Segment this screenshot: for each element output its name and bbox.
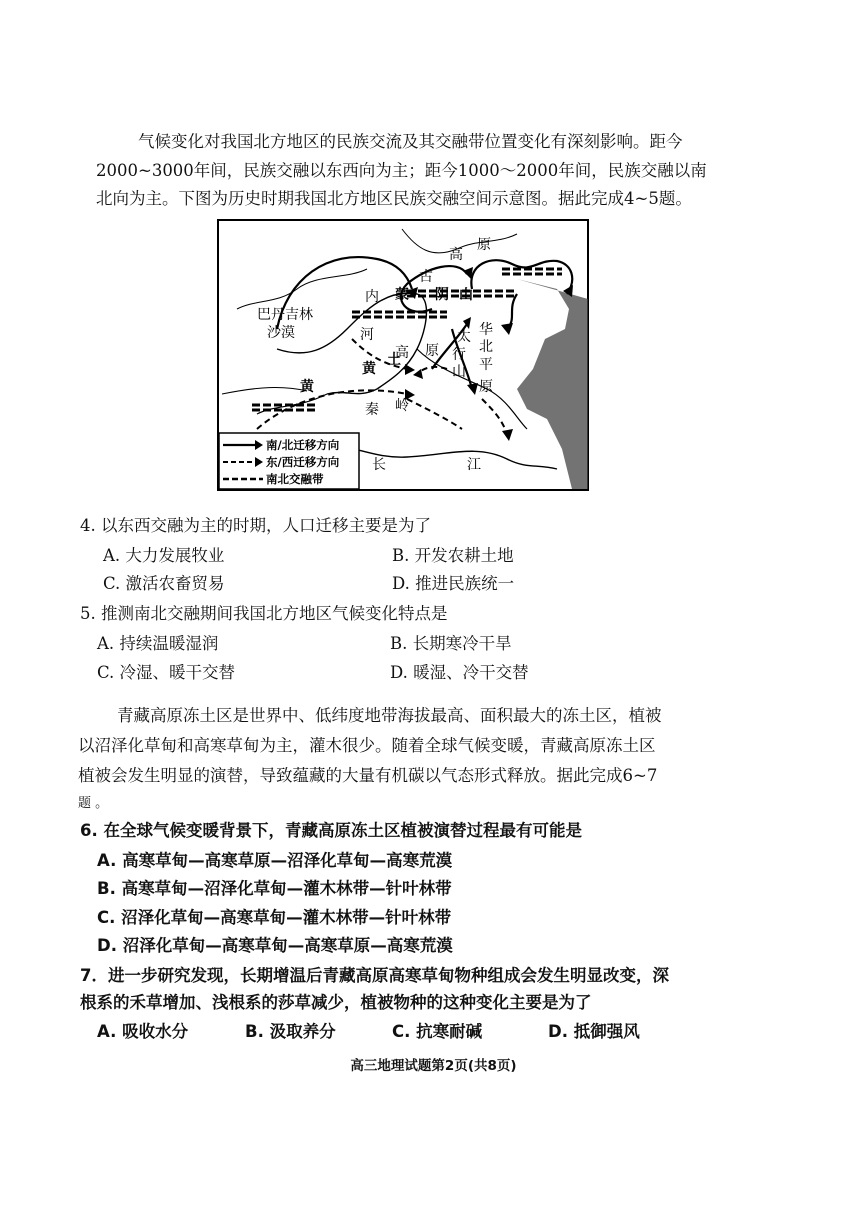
label-huang: 黄 xyxy=(362,361,376,377)
label-hang: 行 xyxy=(452,347,466,363)
intro2-line-4: 题 。 xyxy=(78,796,109,811)
label-shan: 山 xyxy=(459,287,473,303)
label-meng: 蒙 xyxy=(395,287,409,303)
intro1-line-2: 2000~3000年间，民族交融以东西向为主；距今1000～2000年间，民族交融以南 xyxy=(96,161,707,180)
q4-option-d: D. 推进民族统一 xyxy=(392,574,515,593)
q6-option-a: A. 高寒草甸—高寒草原—沼泽化草甸—高寒荒漠 xyxy=(97,851,453,870)
q4-stem: 4. 以东西交融为主的时期，人口迁移主要是为了 xyxy=(80,516,431,535)
q5-option-b: B. 长期寒冷干旱 xyxy=(390,634,512,653)
label-yin: 阴 xyxy=(435,287,449,303)
q4-option-b: B. 开发农耕土地 xyxy=(392,546,514,565)
q6-option-b: B. 高寒草甸—沼泽化草甸—灌木林带—针叶林带 xyxy=(97,879,452,898)
intro1-line-3: 北向为主。下图为历史时期我国北方地区民族交融空间示意图。据此完成4~5题。 xyxy=(96,189,692,208)
q6-stem: 6. 在全球气候变暖背景下，青藏高原冻土区植被演替过程最有可能是 xyxy=(80,821,582,840)
q5-option-d: D. 暖湿、冷干交替 xyxy=(390,663,529,682)
label-gaoyuan-yuan: 原 xyxy=(425,343,439,359)
label-nei: 内 xyxy=(365,289,379,305)
label-tai: 太 xyxy=(457,329,471,345)
label-qin: 秦 xyxy=(365,402,379,418)
label-gaoyuan-gao: 高 xyxy=(395,345,409,361)
legend-solid-label: 南/北迁移方向 xyxy=(266,438,340,452)
q6-option-d: D. 沼泽化草甸—高寒草甸—高寒草原—高寒荒漠 xyxy=(97,936,453,955)
q7-option-d: D. 抵御强风 xyxy=(548,1022,640,1041)
q7-option-a: A. 吸收水分 xyxy=(97,1022,189,1041)
label-bei: 北 xyxy=(479,339,493,355)
q7-stem-line-1: 7．进一步研究发现，长期增温后青藏高原高寒草甸物种组成会发生明显改变，深 xyxy=(80,966,669,985)
intro2-line-1: 青藏高原冻土区是世界中、低纬度地带海拔最高、面积最大的冻土区，植被 xyxy=(117,706,662,725)
q6-option-c: C. 沼泽化草甸—高寒草甸—灌木林带—针叶林带 xyxy=(97,908,452,927)
q7-stem-line-2: 根系的禾草增加、浅根系的莎草减少，植被物种的这种变化主要是为了 xyxy=(80,993,592,1012)
label-badanjilin: 巴丹吉林 xyxy=(257,307,313,323)
label-shamo: 沙漠 xyxy=(267,325,295,341)
intro2-line-2: 以沼泽化草甸和高寒草甸为主，灌木很少。随着全球气候变暖，青藏高原冻土区 xyxy=(78,736,656,755)
label-hua: 华 xyxy=(479,322,493,338)
q5-option-a: A. 持续温暖湿润 xyxy=(97,634,219,653)
label-tu: 土 xyxy=(387,352,401,368)
q7-option-b: B. 汲取养分 xyxy=(245,1022,336,1041)
label-ling: 岭 xyxy=(395,398,409,414)
label-chang: 长 xyxy=(372,457,386,473)
label-yuan: 原 xyxy=(477,237,491,253)
ethnic-fusion-map xyxy=(217,219,589,491)
label-ping: 平 xyxy=(479,357,493,373)
label-jiang: 江 xyxy=(467,457,481,473)
q4-option-a: A. 大力发展牧业 xyxy=(103,546,225,565)
legend-band-label: 南北交融带 xyxy=(266,472,324,486)
q5-stem: 5. 推测南北交融期间我国北方地区气候变化特点是 xyxy=(80,604,448,623)
intro2-line-3: 植被会发生明显的演替，导致蕴藏的大量有机碳以气态形式释放。据此完成6~7 xyxy=(78,766,658,785)
intro1-line-1: 气候变化对我国北方地区的民族交流及其交融带位置变化有深刻影响。距今 xyxy=(138,132,683,151)
label-gao: 高 xyxy=(449,247,463,263)
label-yuan2: 原 xyxy=(479,379,493,395)
label-huang2: 黄 xyxy=(300,379,314,395)
label-he: 河 xyxy=(360,327,374,343)
q5-option-c: C. 冷湿、暖干交替 xyxy=(97,663,236,682)
label-shan2: 山 xyxy=(452,364,466,380)
label-gu: 古 xyxy=(419,269,433,285)
q4-option-c: C. 激活农畜贸易 xyxy=(103,574,225,593)
legend-dashed-label: 东/西迁移方向 xyxy=(266,455,340,469)
page-footer: 高三地理试题第2页(共8页) xyxy=(350,1058,517,1074)
map-legend xyxy=(219,433,359,489)
q7-option-c: C. 抗寒耐碱 xyxy=(392,1022,483,1041)
